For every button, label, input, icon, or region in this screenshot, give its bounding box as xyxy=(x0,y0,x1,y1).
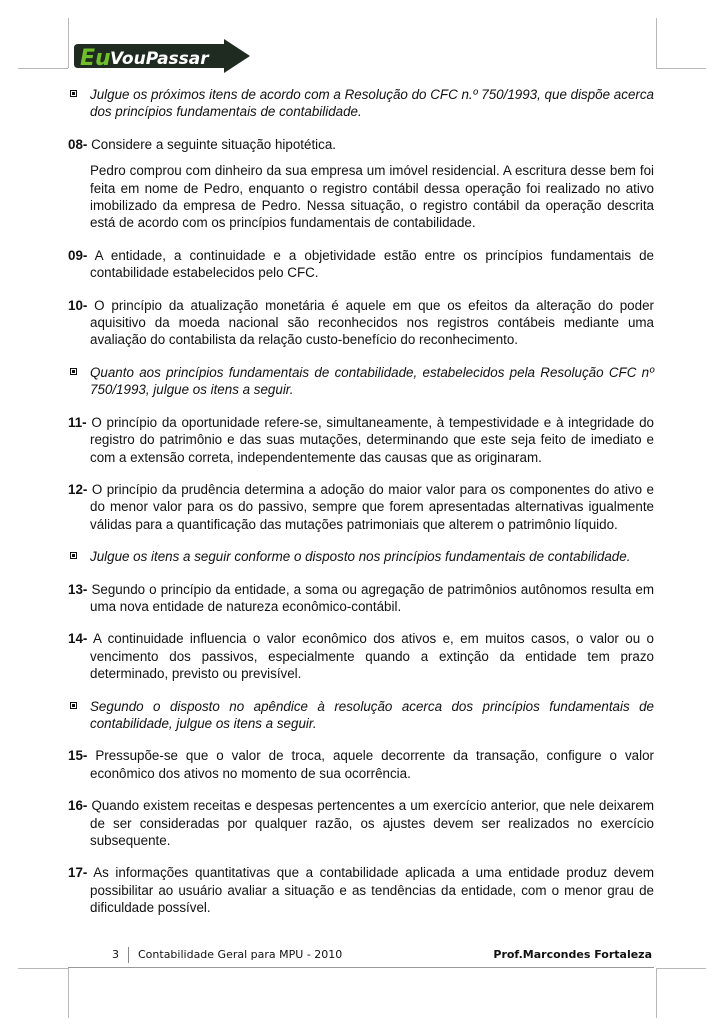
footer-divider xyxy=(128,947,129,963)
instruction-1 xyxy=(68,86,654,121)
footer-title: Contabilidade Geral para MPU - 2010 xyxy=(138,948,343,961)
page-number: 3 xyxy=(112,948,119,961)
question-text: Pressupõe-se que o valor de troca, aquele decorrente da transação, configure o valor econômico dos ativos no momento de sua ocorrência. xyxy=(90,748,654,781)
instruction-text: Quanto aos princípios fundamentais de contabilidade, estabelecidos pela Resolução CFC nº 750/1993, julgue os itens a seguir. xyxy=(90,364,654,398)
instruction-2 xyxy=(68,364,654,399)
checkbox-bullet-icon xyxy=(70,702,77,709)
crop-mark-top-left-h xyxy=(18,68,68,69)
footer-rule xyxy=(68,967,654,968)
question-12 xyxy=(68,481,654,533)
instruction-text: Segundo o disposto no apêndice à resolução acerca dos princípios fundamentais de contabilidade, julgue os itens a seguir. xyxy=(90,698,654,731)
question-text: A continuidade influencia o valor econômico dos ativos e, em muitos casos, o valor ou o vencimento dos passivos, especialmente quando a extinção da entidade tem prazo determinado, previsto ou previsível. xyxy=(90,631,654,682)
question-16 xyxy=(68,797,654,849)
question-number: 13- xyxy=(68,581,88,597)
question-15 xyxy=(68,747,654,782)
question-number: 16- xyxy=(68,798,88,814)
exercise-list xyxy=(68,86,654,932)
question-number: 15- xyxy=(68,748,88,764)
question-number: 14- xyxy=(68,631,88,647)
question-text: As informações quantitativas que a contabilidade aplicada a uma entidade produz devem possibilitar ao usuário avaliar a situação e as tendências da entidade, com o menor grau de dificuldade possível. xyxy=(90,865,654,916)
question-17 xyxy=(68,864,654,916)
question-number: 11- xyxy=(68,414,87,430)
instruction-text: Julgue os próximos itens de acordo com a Resolução do CFC n.º 750/1993, que dispõe acerca dos princípios fundamentais de contabilidade. xyxy=(90,87,654,120)
question-14 xyxy=(68,630,654,682)
crop-mark-bottom-left-h xyxy=(18,968,68,969)
question-08 xyxy=(68,136,654,153)
question-number: 12- xyxy=(68,481,88,497)
crop-mark-bottom-right-h xyxy=(656,968,706,969)
question-text: Considere a seguinte situação hipotética. xyxy=(91,136,337,152)
checkbox-bullet-icon xyxy=(70,368,77,375)
question-text: Segundo o princípio da entidade, a soma ou agregação de patrimônios autônomos resulta em uma nova entidade de natureza econômico-contábil. xyxy=(90,581,654,614)
question-10 xyxy=(68,297,654,349)
page-footer xyxy=(68,944,654,966)
instruction-text: Julgue os itens a seguir conforme o disposto nos princípios fundamentais de contabilidade. xyxy=(90,549,631,565)
question-11 xyxy=(68,414,654,466)
question-text: A entidade, a continuidade e a objetividade estão entre os princípios fundamentais de contabilidade estabelecidos pelo CFC. xyxy=(90,247,655,281)
question-08-case: Pedro comprou com dinheiro da sua empresa um imóvel residencial. A escritura desse bem foi feita em nome de Pedro, enquanto o registro contábil dessa operação foi realizado no ativo imobilizado da empresa de Pedro. Nessa situação, o registro contábil da operação descrita está de acordo com os princípios fundamentais de contabilidade. xyxy=(90,163,654,231)
crop-mark-bottom-right-v xyxy=(656,968,657,1018)
euvoupassar-logo xyxy=(74,38,252,80)
crop-mark-top-right-v xyxy=(656,18,657,68)
logo-text-voupassar: VouPassar xyxy=(110,49,209,69)
question-text: O princípio da prudência determina a adoção do maior valor para os componentes do ativo e do menor valor para os do passivo, sempre que forem apresentadas alternativas igualmente válidas para a quantificação das mutações patrimoniais que alterem o patrimônio líquido. xyxy=(90,481,654,532)
crop-mark-top-left-v xyxy=(68,18,69,68)
question-text: O princípio da oportunidade refere-se, simultaneamente, à tempestividade e à integridade do registro do patrimônio e das suas mutações, determinando que este seja feito de imediato e com a extensão correta, independentemente das causas que as originaram. xyxy=(90,414,654,465)
question-number: 09- xyxy=(68,247,88,263)
question-number: 08- xyxy=(68,136,88,152)
question-number: 10- xyxy=(68,297,88,313)
question-number: 17- xyxy=(68,865,88,881)
footer-author: Prof.Marcondes Fortaleza xyxy=(493,948,652,961)
instruction-3 xyxy=(68,548,654,565)
question-13 xyxy=(68,581,654,616)
checkbox-bullet-icon xyxy=(70,552,77,559)
question-text: O princípio da atualização monetária é aquele em que os efeitos da alteração do poder aquisitivo da moeda nacional são reconhecidos nos registros contábeis mediante uma avaliação do contabilista da relação custo-benefício do reconhecimento. xyxy=(90,297,654,348)
crop-mark-top-right-h xyxy=(656,68,706,69)
question-text: Quando existem receitas e despesas pertencentes a um exercício anterior, que nele deixarem de ser consideradas por qualquer razão, os ajustes devem ser realizados no exercício subsequente. xyxy=(90,798,654,848)
logo-text-eu: Eu xyxy=(80,46,111,71)
question-09 xyxy=(68,247,654,282)
checkbox-bullet-icon xyxy=(70,90,77,97)
instruction-4 xyxy=(68,698,654,733)
crop-mark-bottom-left-v xyxy=(68,968,69,1018)
